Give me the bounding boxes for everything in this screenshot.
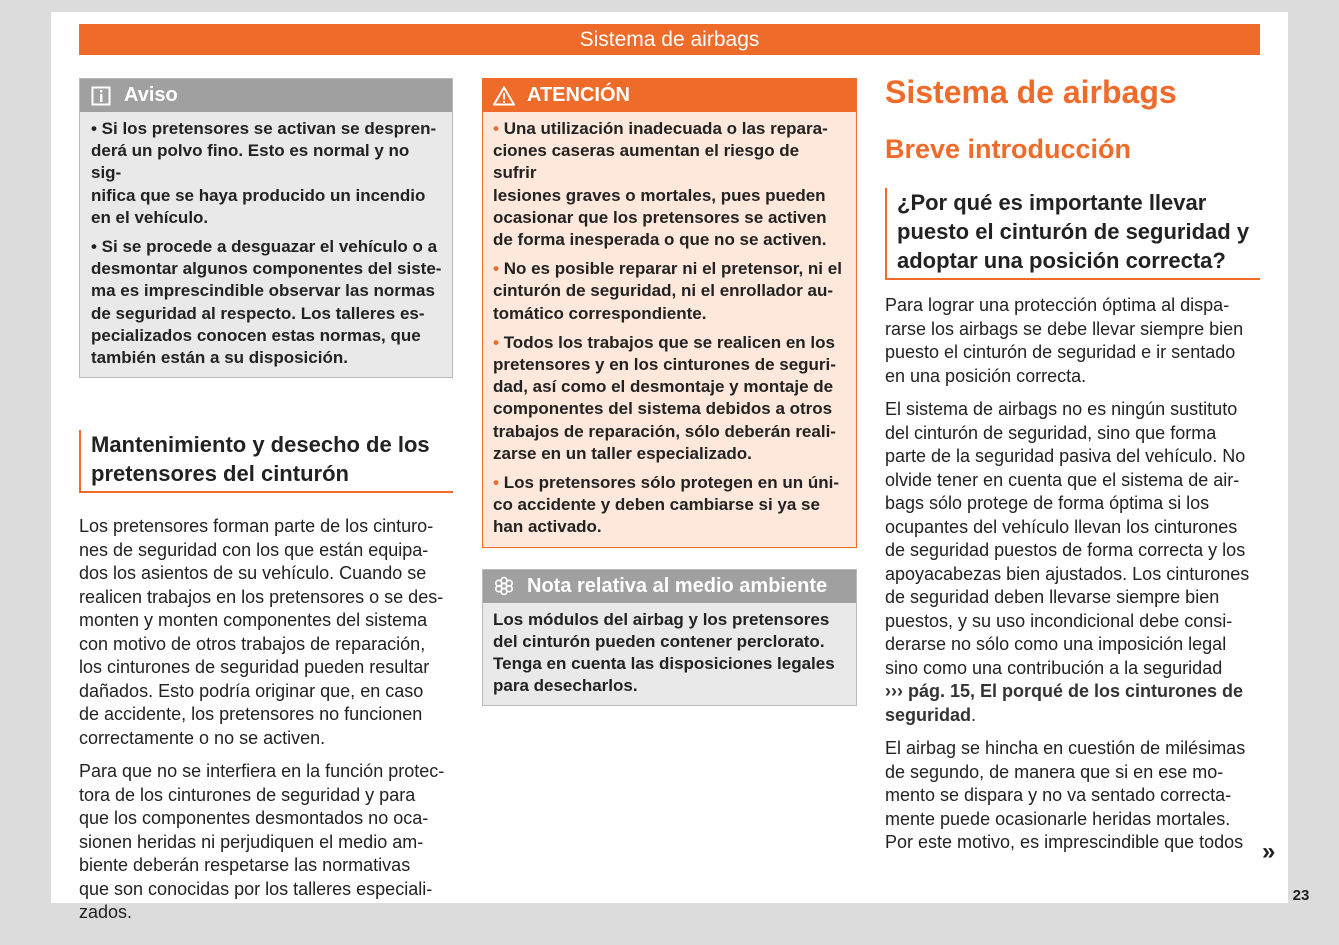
bullet-icon: • xyxy=(493,259,499,279)
aviso-box xyxy=(79,78,453,378)
warning-icon xyxy=(493,85,515,107)
atencion-item-4: • Los pretensores sólo protegen en un úni- co accidente y deben cambiarse si ya se han activado. xyxy=(493,473,839,537)
section-heading-belt: ¿Por qué es importante llevar puesto el cinturón de seguridad y adoptar una posición correcta? xyxy=(885,188,1260,280)
continue-mark: » xyxy=(1262,838,1276,865)
atencion-item-2: • No es posible reparar ni el pretensor, ni el cinturón de seguridad, ni el enrollador au- tomático correspondiente. xyxy=(493,259,842,323)
bullet-icon: • xyxy=(493,332,499,352)
column-middle xyxy=(482,78,857,706)
atencion-header xyxy=(483,79,856,112)
page-title: Sistema de airbags xyxy=(885,74,1177,110)
aviso-header xyxy=(80,79,452,112)
page-reference-link[interactable]: ››› pág. 15, El porqué de los cinturones de seguridad xyxy=(885,681,1244,725)
intro-paragraph-2: El sistema de airbags no es ningún sustituto del cinturón de seguridad, sino que forma parte de la seguridad pasiva del vehículo. No olvide tener en cuenta que el sistema de air- bags sólo protege de forma óptima si los ocupantes del vehículo llevan los cinturones de seguridad puestos de forma correcta y los apoyacabezas bien ajustados. Los cinturones de seguridad deben llevarse siempre bien puestos, y su uso incondicional debe consi- derarse no sólo como una imposición legal sino como una contribución a la seguridad ››› pág. 15, El porqué de los cinturones de seguridad. xyxy=(885,399,1250,725)
aviso-item-2: • Si se procede a desguazar el vehículo o a desmontar algunos componentes del siste- ma es imprescindible observar las normas de seguridad al respecto. Los talleres es- pecializados conocen estas normas, que también están a su disposición. xyxy=(91,237,442,368)
bullet-icon: • xyxy=(493,473,499,493)
subsection-title: Breve introducción xyxy=(885,134,1132,164)
maintenance-paragraph-2: Para que no se interfiera en la función protec- tora de los cinturones de seguridad y para que los componentes desmontados no oca- sionen heridas ni perjudiquen el medio am- biente deberán respetarse las normativas que son conocidas por los talleres especiali- zados. xyxy=(79,761,445,923)
aviso-item-1: • Si los pretensores se activan se despren- derá un polvo fino. Esto es normal y no sig- nifica que se haya producido un incendio en el vehículo. xyxy=(91,119,437,227)
bullet-icon: • xyxy=(493,119,499,138)
atencion-box xyxy=(482,78,857,548)
maintenance-paragraph-1: Los pretensores forman parte de los cinturo- nes de seguridad con los que están equipa- dos los asientos de su vehículo. Cuando se realicen trabajos en los pretensores o se des- monten y monten componentes del sistema con motivo de otros trabajos de reparación, los cinturones de seguridad pueden resultar dañados. Esto podría originar que, en caso de accidente, los pretensores no funcionen correctamente o no se activen. xyxy=(79,516,444,748)
section-header: Sistema de airbags xyxy=(79,24,1260,55)
page-number: 23 xyxy=(1292,887,1310,904)
intro-text xyxy=(885,294,1260,855)
info-icon xyxy=(90,85,112,107)
flower-icon xyxy=(493,575,515,597)
intro-paragraph-3: El airbag se hincha en cuestión de milésimas de segundo, de manera que si en ese mo- mento se dispara y no va sentado correcta- mente puede ocasionarle heridas mortales. Por este motivo, es imprescindible que todos xyxy=(885,738,1246,852)
atencion-item-1: • Una utilización inadecuada o las repara- ciones caseras aumentan el riesgo de sufrir lesiones graves o mortales, pues pueden ocasionar que los pretensores se activen de forma inesperada o que no se activen. xyxy=(493,119,828,250)
environment-note-header xyxy=(483,570,856,603)
environment-note-text: Los módulos del airbag y los pretensores del cinturón pueden contener perclorato. Tenga en cuenta las disposiciones legales para desecharlos. xyxy=(493,609,835,696)
intro-paragraph-1: Para lograr una protección óptima al dispa- rarse los airbags se debe llevar siempre bien puesto el cinturón de seguridad e ir sentado en una posición correcta. xyxy=(885,295,1244,386)
column-left xyxy=(79,78,453,935)
environment-note-box xyxy=(482,569,857,707)
aviso-title: Aviso xyxy=(124,84,178,106)
section-heading-maintenance: Mantenimiento y desecho de los pretensores del cinturón xyxy=(79,430,453,493)
column-right xyxy=(885,72,1260,865)
environment-note-title: Nota relativa al medio ambiente xyxy=(527,574,828,597)
maintenance-text xyxy=(79,515,453,925)
atencion-item-3: • Todos los trabajos que se realicen en los pretensores y en los cinturones de seguri- dad, así como el desmontaje y montaje de componentes del sistema debidos a otros trabajos de reparación, sólo deberán reali- zarse en un taller especializado. xyxy=(493,332,836,463)
atencion-title: ATENCIÓN xyxy=(527,84,630,106)
